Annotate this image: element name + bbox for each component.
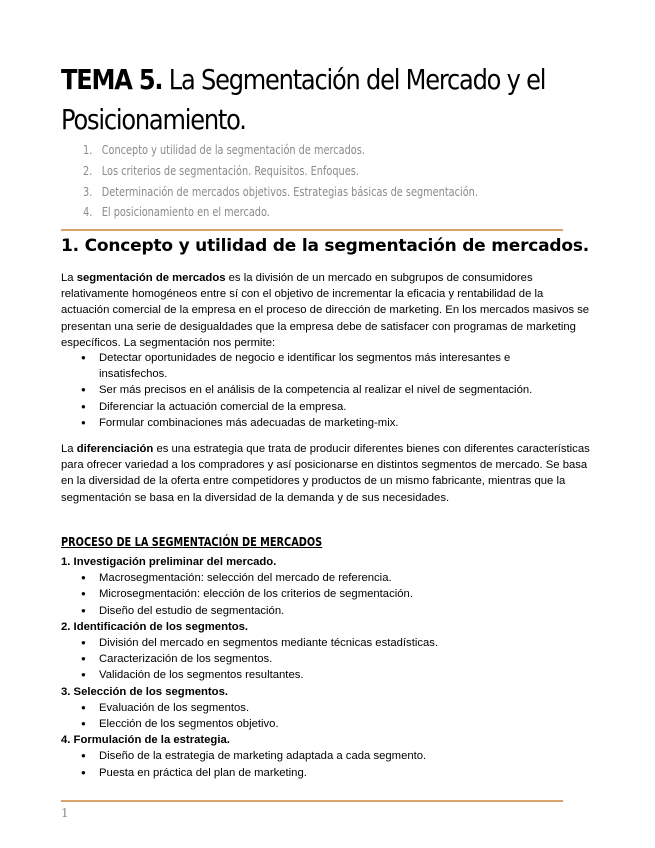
list-item: ● Validación de los segmentos resultantes. [61, 667, 591, 683]
list-item: ● Diseño del estudio de segmentación. [61, 603, 591, 619]
toc-item: 3. Determinación de mercados objetivos. Estrategias básicas de segmentación. [83, 183, 478, 199]
toc-item: 1. Concepto y utilidad de la segmentación de mercados. [83, 142, 365, 157]
divider-bottom [61, 800, 563, 802]
table-of-contents [83, 140, 520, 223]
list-item: ● Evaluación de los segmentos. [61, 700, 591, 716]
step-title: 3. Selección de los segmentos. [61, 685, 229, 698]
step-title: 1. Investigación preliminar del mercado. [61, 556, 277, 568]
paragraph-differentiation: La diferenciación es una estrategia que trata de producir diferentes bienes con diferentes características para ofrecer variedad a los compradores y así posicionarse en distintos segmentos de mercado. Se basa en la diversidad de la oferta entre competidores y productos de un mismo fabricante, mientras que la segmentación se basa en la diversidad de la demanda y de sus necesidades. [61, 443, 590, 504]
list-item: ● Microsegmentación: elección de los criterios de segmentación. [61, 586, 591, 602]
step-items [61, 635, 591, 684]
list-item: ● Diferenciar la actuación comercial de la empresa. [61, 399, 567, 415]
list-item: ● Detectar oportunidades de negocio e identificar los segmentos más interesantes e insatisfechos. [61, 350, 567, 382]
step-title: 4. Formulación de la estrategia. [61, 734, 230, 747]
list-item: ● Diseño de la estrategia de marketing adaptada a cada segmento. [61, 748, 591, 764]
list-item: ● Ser más precisos en el análisis de la competencia al realizar el nivel de segmentación. [61, 382, 567, 398]
paragraph-segmentation: La segmentación de mercados es la división de un mercado en subgrupos de consumidores relativamente homogéneos entre sí con el objetivo de incrementar la eficacia y rentabilidad de la actuación comercial de la empresa en el proceso de dirección de marketing. En los mercados masivos se presentan una serie de desigualdades que la empresa debe de satisfacer con programas de marketing específicos. La segmentación nos permite: [61, 272, 590, 349]
list-item: ● Caracterización de los segmentos. [61, 651, 591, 667]
list-item: ● Puesta en práctica del plan de marketing. [61, 765, 591, 781]
list-item: ● Elección de los segmentos objetivo. [61, 716, 591, 732]
list-item: ● Formular combinaciones más adecuadas de marketing-mix. [61, 415, 567, 431]
toc-item: 4. El posicionamiento en el mercado. [83, 204, 270, 220]
step-items [61, 570, 591, 619]
step-items [61, 748, 591, 780]
section-heading: 1. Concepto y utilidad de la segmentación de mercados. [61, 236, 590, 256]
benefits-list [61, 350, 567, 431]
page-number: 1 [61, 806, 69, 820]
page-title [61, 60, 581, 140]
step-items [61, 700, 591, 732]
process-heading: PROCESO DE LA SEGMENTACIÓN DE MERCADOS [61, 534, 323, 549]
list-item: ● División del mercado en segmentos mediante técnicas estadísticas. [61, 635, 591, 651]
divider-top [61, 229, 563, 231]
process-steps [61, 554, 591, 781]
step-title: 2. Identificación de los segmentos. [61, 620, 249, 633]
title-rest: La Segmentación del Mercado y el Posicionamiento. [61, 63, 546, 136]
title-bold: TEMA 5. [61, 63, 163, 96]
toc-item: 2. Los criterios de segmentación. Requisitos. Enfoques. [83, 162, 359, 178]
list-item: ● Macrosegmentación: selección del mercado de referencia. [61, 570, 591, 586]
